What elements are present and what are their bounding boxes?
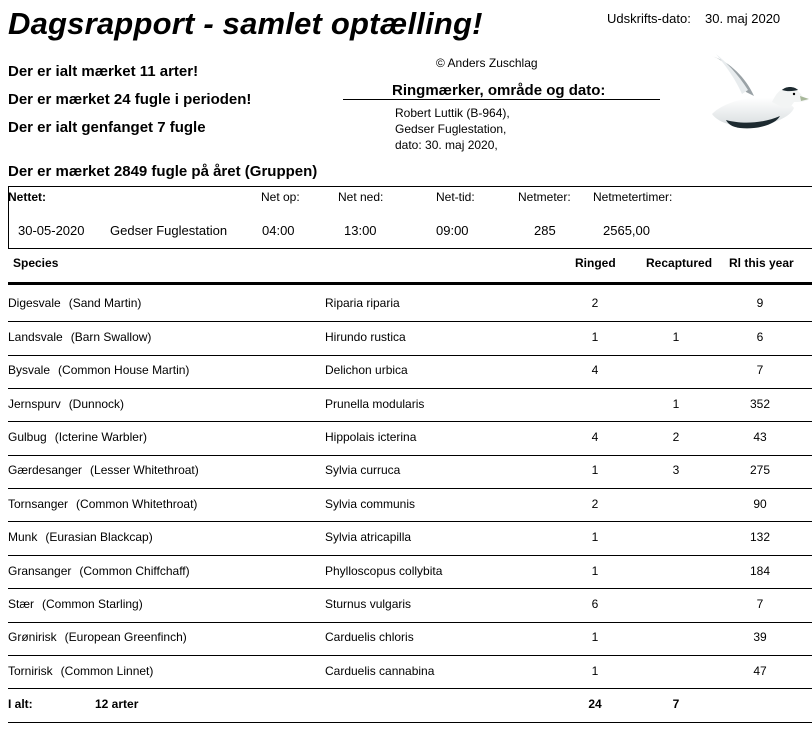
species-english: (Common Linnet) bbox=[60, 664, 154, 678]
print-date: 30. maj 2020 bbox=[705, 11, 781, 26]
ringer-name: Robert Luttik (B-964), bbox=[395, 106, 510, 120]
species-danish: Gulbug bbox=[8, 430, 47, 444]
col-header-recaptured: Recaptured bbox=[646, 256, 713, 270]
net-header-up: Net op: bbox=[261, 190, 300, 204]
net-time-value: 09:00 bbox=[436, 223, 469, 238]
species-danish: Tornsanger bbox=[8, 497, 69, 511]
ringed-count: 4 bbox=[591, 430, 599, 444]
net-header-meters: Netmeter: bbox=[518, 190, 571, 204]
species-english: (Sand Martin) bbox=[68, 296, 142, 310]
net-header-meterhours: Netmetertimer: bbox=[593, 190, 673, 204]
species-latin: Sylvia curruca bbox=[325, 463, 401, 477]
ringed-count: 1 bbox=[591, 463, 599, 477]
recaptured-count bbox=[656, 555, 696, 588]
table-row bbox=[0, 287, 812, 320]
table-top-border bbox=[8, 248, 812, 249]
species-latin: Delichon urbica bbox=[325, 363, 408, 377]
ringed-count: 2 bbox=[591, 497, 599, 511]
eider-duck-icon bbox=[706, 50, 810, 132]
species-danish: Tornirisk bbox=[8, 664, 53, 678]
total-ringed: 24 bbox=[588, 697, 602, 711]
net-meterhours-value: 2565,00 bbox=[603, 223, 650, 238]
ringed-count: 4 bbox=[591, 363, 599, 377]
year-count: 47 bbox=[753, 664, 767, 678]
year-count: 6 bbox=[756, 330, 764, 344]
species-danish: Grønirisk bbox=[8, 630, 57, 644]
ringed-count: 1 bbox=[591, 330, 599, 344]
year-count: 9 bbox=[756, 296, 764, 310]
recaptured-count bbox=[656, 521, 696, 554]
net-site: Gedser Fuglestation bbox=[110, 223, 228, 238]
net-header-down: Net ned: bbox=[338, 190, 384, 204]
species-english: (Common House Martin) bbox=[58, 363, 190, 377]
species-danish: Jernspurv bbox=[8, 397, 61, 411]
species-danish: Gærdesanger bbox=[8, 463, 83, 477]
net-meters-value: 285 bbox=[534, 223, 556, 238]
table-row bbox=[0, 621, 812, 654]
col-header-ringed: Ringed bbox=[575, 256, 616, 270]
species-danish: Digesvale bbox=[8, 296, 61, 310]
ringer-site: Gedser Fuglestation, bbox=[395, 122, 507, 136]
col-header-species: Species bbox=[13, 256, 59, 270]
year-count: 352 bbox=[749, 397, 771, 411]
total-label: I alt: bbox=[8, 697, 33, 711]
species-english: (European Greenfinch) bbox=[64, 630, 187, 644]
summary-recaptured: Der er ialt genfanget 7 fugle bbox=[8, 119, 206, 136]
species-danish: Landsvale bbox=[8, 330, 63, 344]
table-row bbox=[0, 454, 812, 487]
table-row bbox=[0, 421, 812, 454]
year-count: 43 bbox=[753, 430, 767, 444]
net-top-border bbox=[8, 186, 812, 187]
summary-year-total: Der er mærket 2849 fugle på året (Gruppen) bbox=[8, 163, 318, 180]
table-header-rule bbox=[8, 282, 812, 285]
species-danish: Gransanger bbox=[8, 564, 72, 578]
recaptured-count bbox=[656, 621, 696, 654]
table-row bbox=[0, 354, 812, 387]
total-species-count: 12 arter bbox=[95, 697, 139, 711]
summary-birds-ringed: Der er mærket 24 fugle i perioden! bbox=[8, 91, 252, 108]
species-latin: Sylvia communis bbox=[325, 497, 416, 511]
ringer-date: dato: 30. maj 2020, bbox=[395, 138, 498, 152]
species-latin: Riparia riparia bbox=[325, 296, 400, 310]
species-latin: Carduelis cannabina bbox=[325, 664, 435, 678]
species-english: (Common Chiffchaff) bbox=[79, 564, 190, 578]
species-english: (Barn Swallow) bbox=[70, 330, 152, 344]
net-up-value: 04:00 bbox=[262, 223, 295, 238]
species-latin: Hirundo rustica bbox=[325, 330, 406, 344]
year-count: 7 bbox=[756, 597, 764, 611]
ringed-count bbox=[575, 388, 615, 421]
ringed-count: 6 bbox=[591, 597, 599, 611]
table-row bbox=[0, 555, 812, 588]
year-count: 90 bbox=[753, 497, 767, 511]
ringed-count: 1 bbox=[591, 530, 599, 544]
total-recaptured: 7 bbox=[672, 697, 680, 711]
recaptured-count: 1 bbox=[672, 330, 680, 344]
recaptured-count: 2 bbox=[672, 430, 680, 444]
species-english: (Common Starling) bbox=[42, 597, 143, 611]
ringed-count: 1 bbox=[591, 664, 599, 678]
table-row bbox=[0, 488, 812, 521]
recaptured-count: 3 bbox=[672, 463, 680, 477]
species-english: (Icterine Warbler) bbox=[54, 430, 147, 444]
species-english: (Common Whitethroat) bbox=[76, 497, 198, 511]
species-danish: Bysvale bbox=[8, 363, 51, 377]
species-latin: Prunella modularis bbox=[325, 397, 425, 411]
recaptured-count bbox=[656, 488, 696, 521]
species-english: (Lesser Whitethroat) bbox=[90, 463, 199, 477]
ringed-count: 2 bbox=[591, 296, 599, 310]
table-row bbox=[0, 521, 812, 554]
report-title: Dagsrapport - samlet optælling! bbox=[8, 6, 483, 41]
table-row bbox=[0, 321, 812, 354]
species-danish: Stær bbox=[8, 597, 35, 611]
net-down-value: 13:00 bbox=[344, 223, 377, 238]
recaptured-count bbox=[656, 588, 696, 621]
print-date-label: Udskrifts-dato: bbox=[607, 11, 691, 26]
species-english: (Dunnock) bbox=[68, 397, 125, 411]
recaptured-count bbox=[656, 655, 696, 688]
species-english: (Eurasian Blackcap) bbox=[45, 530, 153, 544]
ringer-heading: Ringmærker, område og dato: bbox=[392, 82, 606, 99]
year-count: 275 bbox=[749, 463, 771, 477]
table-bottom-border bbox=[8, 722, 812, 723]
species-latin: Sturnus vulgaris bbox=[325, 597, 412, 611]
net-header-net: Nettet: bbox=[8, 190, 46, 204]
year-count: 132 bbox=[749, 530, 771, 544]
recaptured-count: 1 bbox=[672, 397, 680, 411]
ringed-count: 1 bbox=[591, 564, 599, 578]
year-count: 7 bbox=[756, 363, 764, 377]
recaptured-count bbox=[656, 354, 696, 387]
species-latin: Carduelis chloris bbox=[325, 630, 414, 644]
year-count: 184 bbox=[749, 564, 771, 578]
summary-species-count: Der er ialt mærket 11 arter! bbox=[8, 63, 199, 80]
net-header-time: Net-tid: bbox=[436, 190, 475, 204]
ringed-count: 1 bbox=[591, 630, 599, 644]
species-latin: Hippolais icterina bbox=[325, 430, 417, 444]
species-latin: Sylvia atricapilla bbox=[325, 530, 412, 544]
species-danish: Munk bbox=[8, 530, 38, 544]
net-date: 30-05-2020 bbox=[18, 223, 85, 238]
table-row bbox=[0, 588, 812, 621]
col-header-year: Rl this year bbox=[729, 256, 794, 270]
total-row bbox=[0, 688, 812, 721]
year-count: 39 bbox=[753, 630, 767, 644]
table-row bbox=[0, 655, 812, 688]
species-latin: Phylloscopus collybita bbox=[325, 564, 443, 578]
table-row bbox=[0, 388, 812, 421]
ringer-underline bbox=[343, 99, 660, 100]
copyright-notice: © Anders Zuschlag bbox=[436, 56, 538, 70]
recaptured-count bbox=[656, 287, 696, 320]
